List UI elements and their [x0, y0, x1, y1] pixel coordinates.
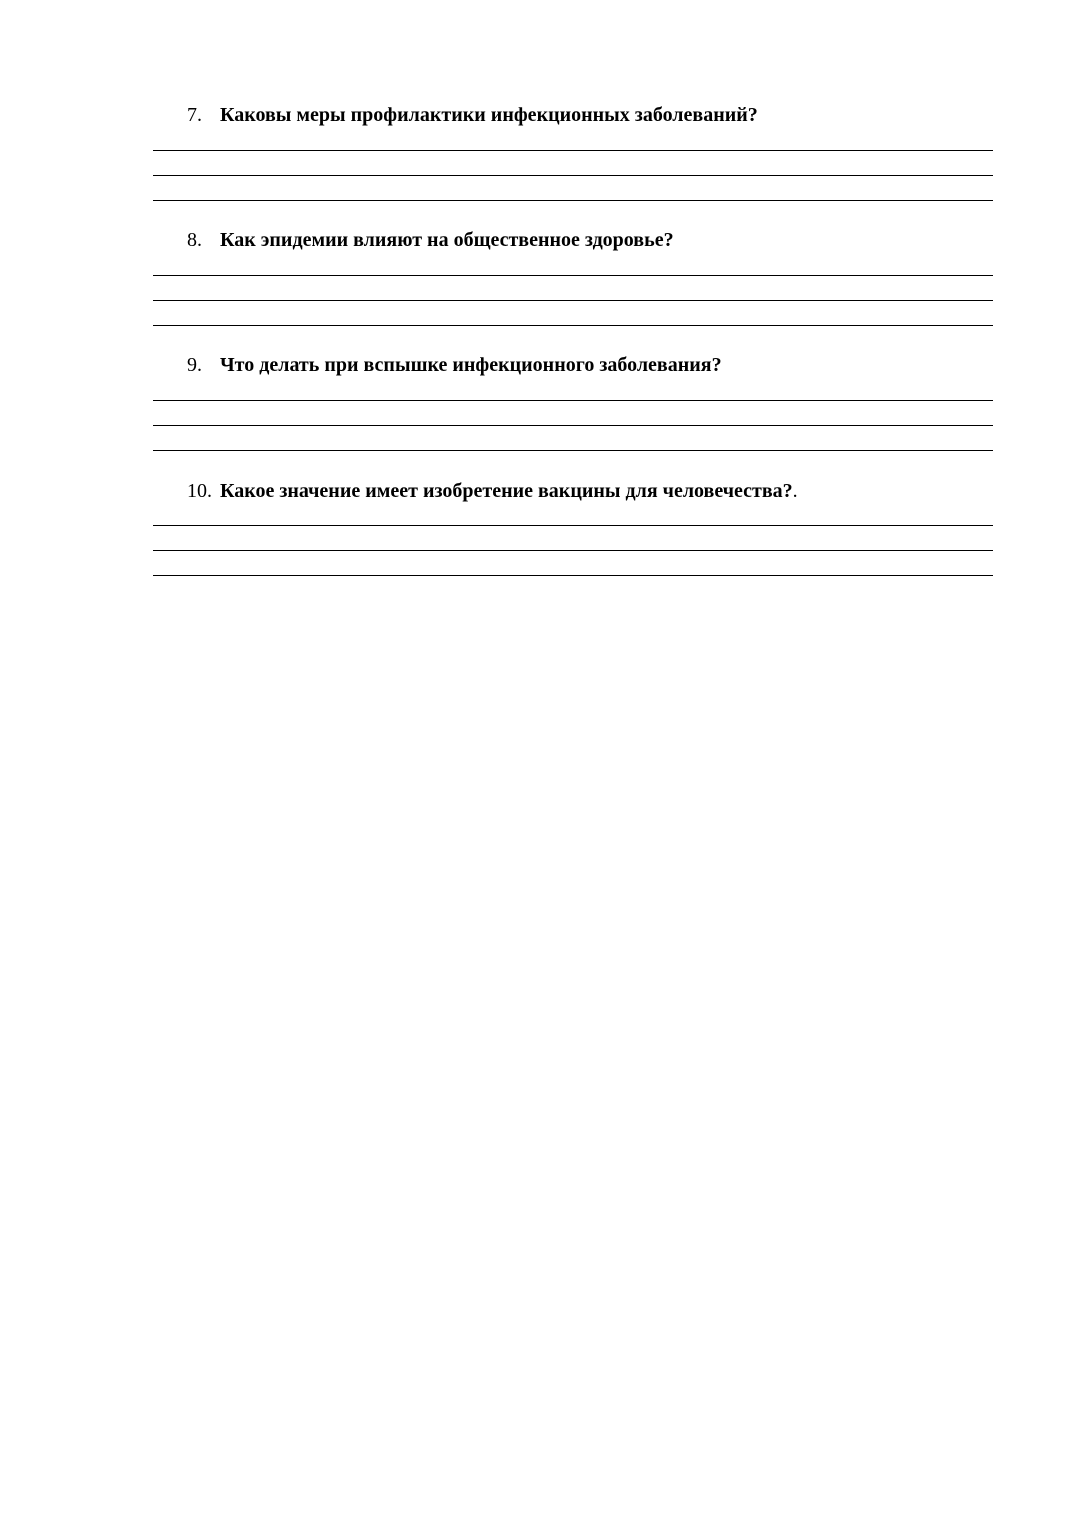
question-block-8: [153, 225, 993, 255]
question-number: 7.: [187, 104, 202, 126]
answer-line[interactable]: [153, 575, 993, 576]
question-number: 8.: [187, 229, 202, 251]
question-text: [220, 476, 798, 506]
question-block-10: [153, 476, 993, 506]
answer-line[interactable]: [153, 175, 993, 176]
question-text: Что делать при вспышке инфекционного заболевания?: [220, 354, 722, 376]
answer-line[interactable]: [153, 150, 993, 151]
answer-line[interactable]: [153, 275, 993, 276]
question-7: [153, 100, 993, 130]
question-number: 9.: [187, 354, 202, 376]
question-block-9: [153, 350, 993, 380]
question-text-suffix: .: [792, 480, 798, 502]
question-10: [153, 476, 993, 506]
answer-line[interactable]: [153, 525, 993, 526]
answer-line[interactable]: [153, 550, 993, 551]
answer-line[interactable]: [153, 200, 993, 201]
answer-line[interactable]: [153, 450, 993, 451]
question-9: [153, 350, 993, 380]
question-text-main: Какое значение имеет изобретение вакцины для человечества?: [220, 480, 793, 502]
answer-line[interactable]: [153, 300, 993, 301]
answer-line[interactable]: [153, 325, 993, 326]
question-block-7: [153, 100, 993, 130]
question-text: Каковы меры профилактики инфекционных заболеваний?: [220, 104, 758, 126]
question-text: Как эпидемии влияют на общественное здоровье?: [220, 229, 674, 251]
answer-line[interactable]: [153, 400, 993, 401]
question-8: [153, 225, 993, 255]
answer-line[interactable]: [153, 425, 993, 426]
question-number: 10.: [187, 480, 212, 502]
